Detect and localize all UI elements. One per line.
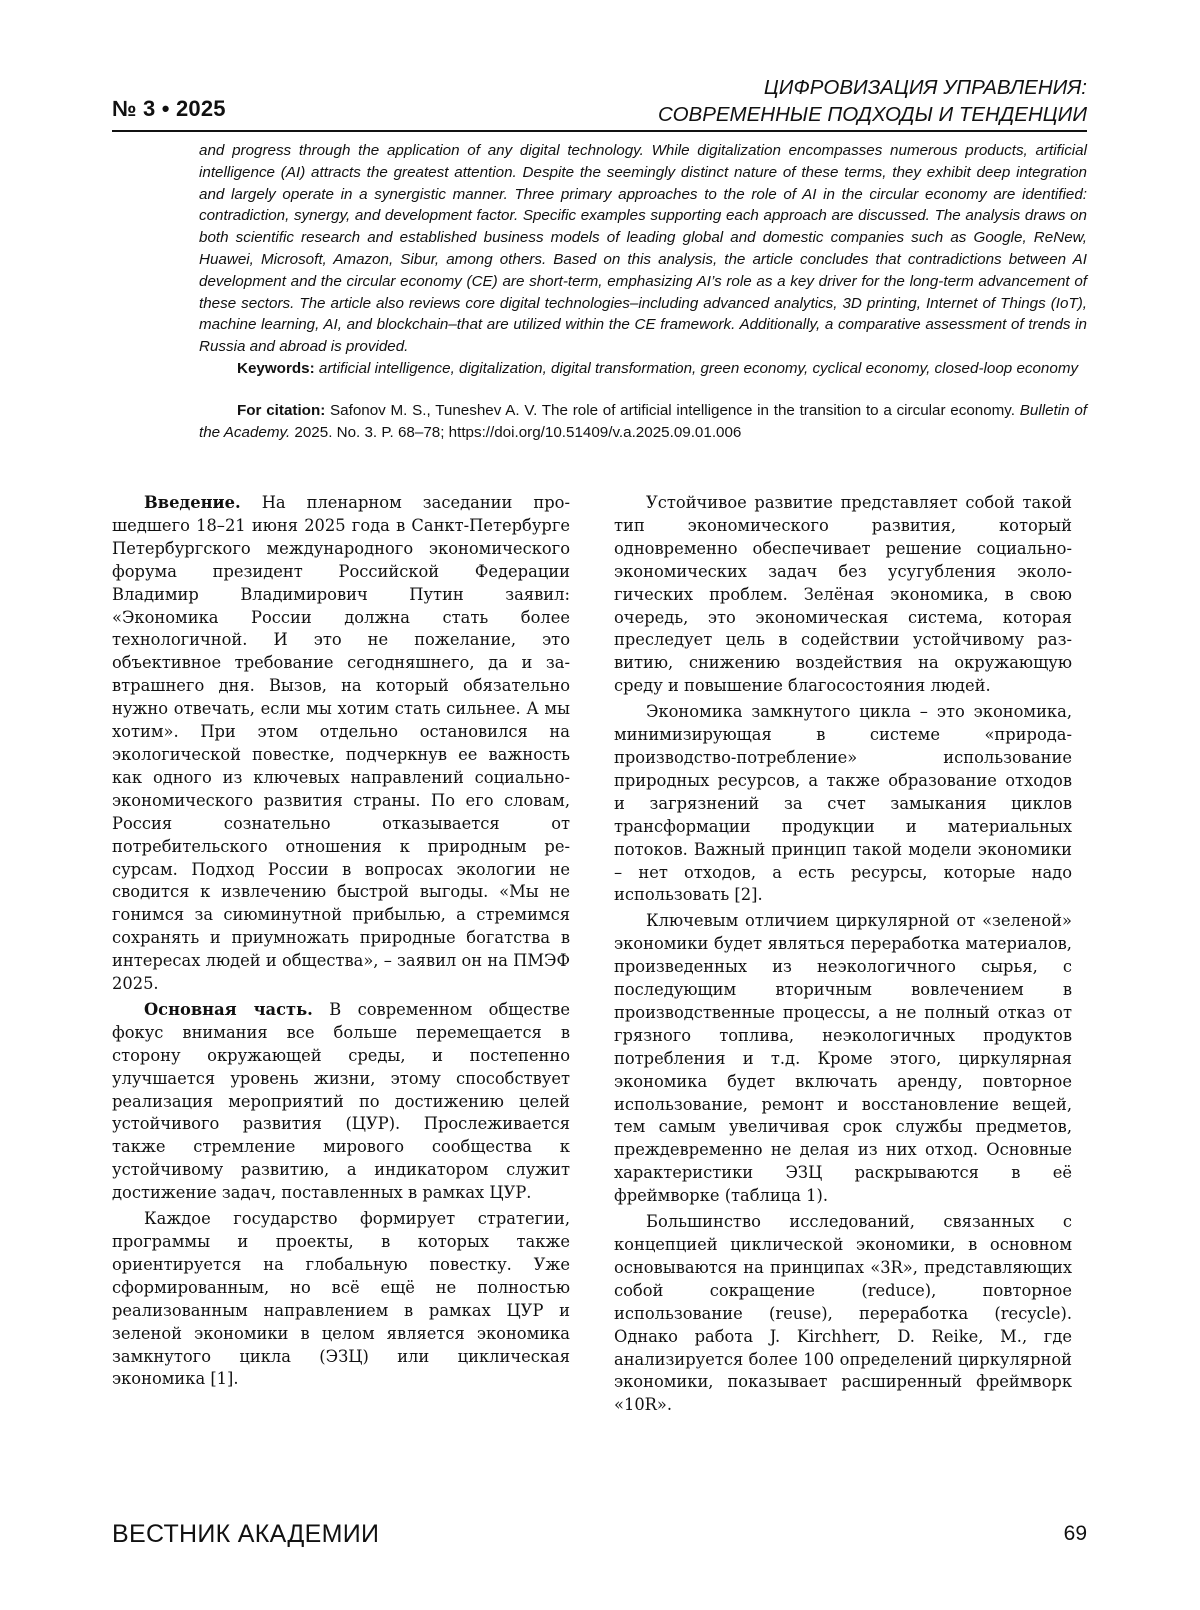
abstract-text: and progress through the application of any digital technology. While digitalization encompasses numerous products, artificial intelligence (AI) attracts the greatest attention. Despite the seemingly distinct nature of these terms, they exhibit deep integration and largely operate in a synergistic manner. Three primary approaches to the role of AI in the circular economy are identified: contradiction, synergy, and development factor. Specific examples supporting each approach are discussed. The analysis draws on both scientific research and established business models of leading global and domestic companies such as Google, ReNew, Huawei, Microsoft, Amazon, Sibur, among others. Based on this analysis, the article concludes that contradictions between AI development and the circular economy (CE) are short-term, emphasizing AI’s role as a key driver for the long-term advancement of these sectors. The article also reviews core digital technologies–including advanced analytics, 3D printing, Internet of Things (IoT), machine learning, AI, and blockchain–that are utilized within the CE framework. Additionally, a comparative assessment of trends in Russia and abroad is provided. [199, 142, 1087, 356]
right-column [614, 492, 1072, 1420]
keywords [199, 358, 1087, 380]
section-title-line-1: ЦИФРОВИЗАЦИЯ УПРАВЛЕНИЯ: [763, 76, 1087, 99]
citation-label: For citation: [237, 401, 326, 419]
main-part-paragraph [112, 999, 570, 1205]
main-part-text: В современном обществе фокус внимания все больше перемещается в сторону окружающей среды, и постепенно улучшается уровень жизни, этому способствует реализация мероприятий по достижению целей устойчивого развития (ЦУР). Прослеживается также стремление мирового сообщества к устойчивому развитию, а индикатором служит достижение задач, поставленных в рамках ЦУР. [112, 999, 570, 1203]
section-title [658, 74, 1087, 128]
main-part-heading: Основная часть. [144, 999, 313, 1019]
sustainable-dev-paragraph: Устойчивое развитие представляет собой такой тип экономического развития, который одновременно обеспечивает решение социально-экономических задач без усугубления экологических проблем. Зелёная экономика, в свою очередь, это экономическая система, которая преследует цель в содействии устойчивому развитию, снижению воздействия на окружающую среду и повышение благосостояния людей. [614, 493, 1072, 696]
strategy-paragraph: Каждое государство формирует стратегии, программы и проекты, в которых также ориентируется на глобальную повестку. Уже сформированным, но всё ещё не полностью реализованным направлением в рамках ЦУР и зеленой экономики в целом является экономика замкнутого цикла (ЭЗЦ) или циклическая экономика [1]. [112, 1209, 570, 1389]
keywords-label: Keywords: [237, 359, 315, 377]
abstract-block [199, 140, 1087, 443]
citation-journal: Bulletin of the Academy. [199, 401, 1087, 441]
citation-authors: Safonov M. S., Tuneshev A. V. The role of artificial intelligence in the transition to a circular economy. [330, 401, 1015, 419]
intro-text: На пленарном заседании прошедшего 18–21 июня 2025 года в Санкт-Петербурге Петербургского международного экономического форума президент Российской Федерации Владимир Владимирович Путин заявил: «Экономика России должна стать более технологичной. И это не пожелание, это объективное требование сегодняшнего, да и завтрашнего дня. Вызов, на который обязательно нужно отвечать, если мы хотим стать сильнее. А мы хотим». При этом отдельно остановился на экологической повестке, подчеркнув ее важность как одного из ключевых направлений социально-экономического развития страны. По его словам, Россия сознательно отказывается от потребительского отношения к природным ресурсам. Подход России в вопросах экологии не сводится к извлечению быстрой выгоды. «Мы не гонимся за сиюминутной прибылью, а стремимся сохранять и приумножать природные богатства в интересах людей и общества», – заявил он на ПМЭФ 2025. [112, 493, 570, 994]
citation-details: 2025. No. 3. P. 68–78; https://doi.org/10.51409/v.a.2025.09.01.006 [294, 423, 742, 441]
journal-name: ВЕСТНИК АКАДЕМИИ [112, 1520, 380, 1548]
intro-paragraph [112, 492, 570, 996]
citation [199, 400, 1087, 444]
issue-number: № 3 • 2025 [112, 96, 226, 121]
left-column [112, 492, 570, 1394]
section-title-line-2: СОВРЕМЕННЫЕ ПОДХОДЫ И ТЕНДЕНЦИИ [658, 103, 1087, 126]
3r-paragraph: Большинство исследований, связанных с концепцией циклической экономики, в основном основываются на принципах «3R», представляющих собой сокращение (reduce), повторное использование (reuse), переработка (recycle). Однако работа J. Kirchherr, D. Reike, M., где анализируется более 100 определений циркулярной экономики, показывает расширенный фреймворк «10R». [614, 1212, 1072, 1415]
page-number: 69 [1063, 1522, 1087, 1545]
intro-heading: Введение. [144, 493, 241, 512]
keywords-list: artificial intelligence, digitalization, digital transformation, green economy, cyclical economy, closed-loop economy [318, 359, 1079, 377]
circular-economy-paragraph: Экономика замкнутого цикла – это экономика, минимизирующая в системе «природа-производство-потребление» использование природных ресурсов, а также образование отходов и загрязнений за счет замыкания циклов трансформации продукции и материальных потоков. Важный принцип такой модели экономики – нет отходов, а есть ресурсы, которые надо использовать [2]. [614, 702, 1072, 905]
key-difference-paragraph: Ключевым отличием циркулярной от «зеленой» экономики будет являться переработка материалов, произведенных из неэкологичного сырья, с последующим вторичным вовлечением в производственные процессы, а не полный отказ от грязного топлива, неэкологичных продуктов потребления и т.д. Кроме этого, циркулярная экономика будет включать аренду, повторное использование, ремонт и восстановление вещей, тем самым увеличивая срок службы предметов, преждевременно не делая из них отход. Основные характеристики ЭЗЦ раскрываются в её фреймворке (таблица 1). [614, 911, 1072, 1206]
header-divider [112, 130, 1087, 132]
